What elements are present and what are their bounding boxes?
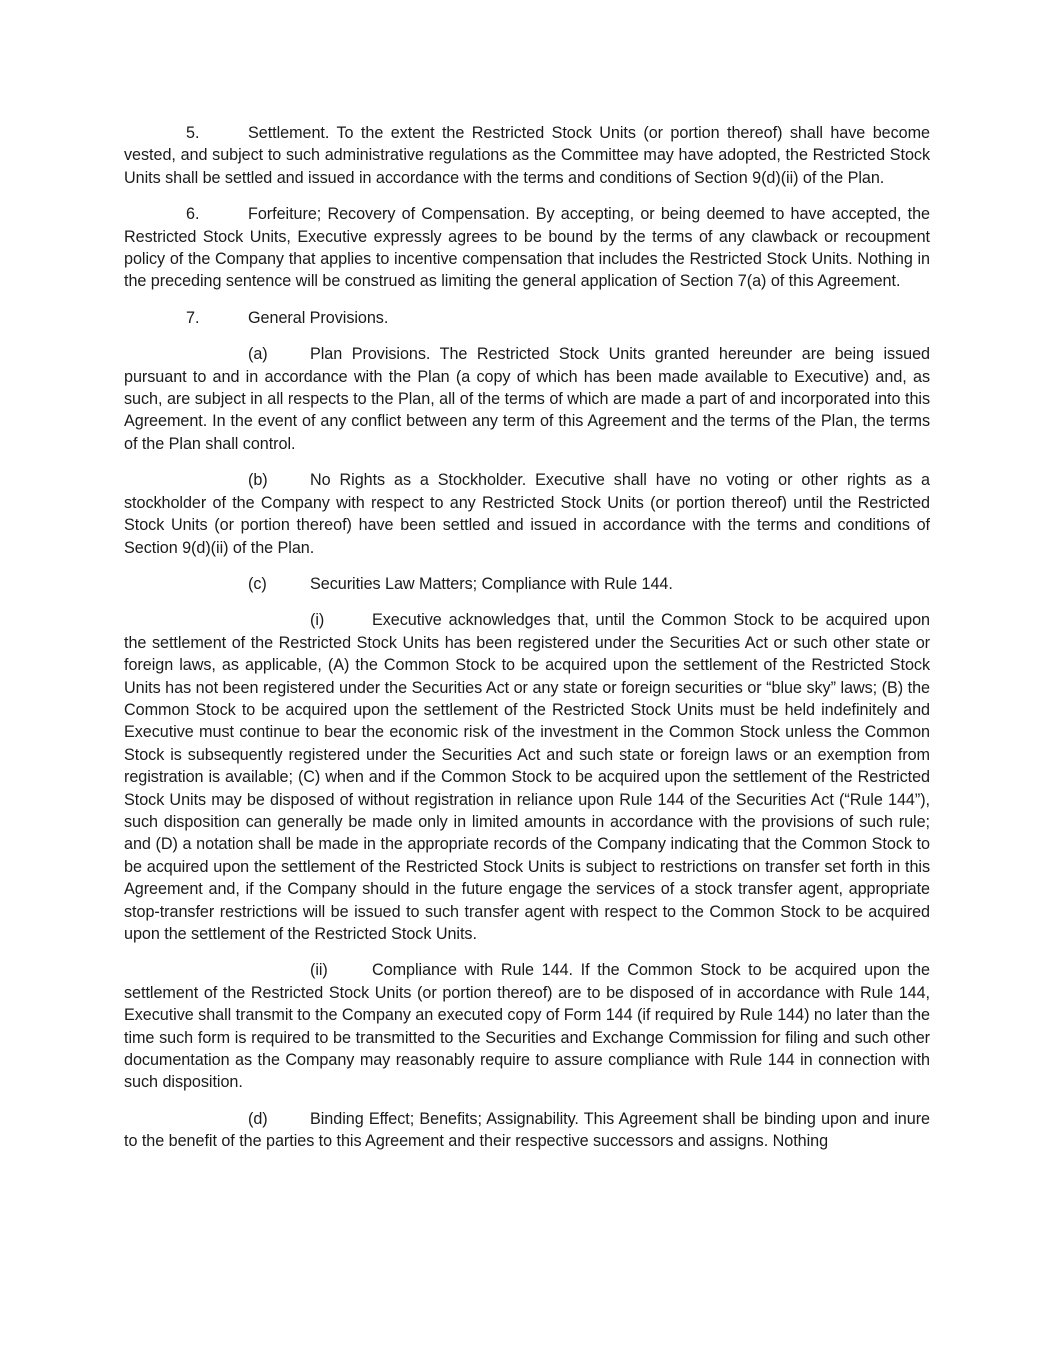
clause-text: Executive acknowledges that, until the Common Stock to be acquired upon the settlement of the Restricted Stock Units has been registered under the Securities Act or such other state or foreign laws, as applicable, (A) the Common Stock to be acquired upon the settlement of the Restricted Stock Units has not been registered under the Securities Act or any state or foreign securities or “blue sky” laws; (B) the Common Stock to be acquired upon the settlement of the Restricted Stock Units must be held indefinitely and Executive must continue to bear the economic risk of the investment in the Common Stock unless the Common Stock is subsequently registered under the Securities Act and such state or foreign laws or an exemption from registration is available; (C) when and if the Common Stock to be acquired upon the settlement of the Restricted Stock Units may be disposed of without registration in reliance upon Rule 144 of the Securities Act (“Rule 144”), such disposition can generally be made only in limited amounts in accordance with the provisions of such rule; and (D) a notation shall be made in the appropriate records of the Company indicating that the Common Stock to be acquired upon the settlement of the Restricted Stock Units is subject to restrictions on transfer set forth in this Agreement and, if the Company should in the future engage the services of a stock transfer agent, appropriate stop-transfer restrictions will be issued to such transfer agent with respect to the Common Stock to be acquired upon the settlement of the Restricted Stock Units. — [124, 611, 930, 943]
subsection-text: Plan Provisions. The Restricted Stock Units granted hereunder are being issued pursuant to and in accordance with the Plan (a copy of which has been made available to Executive) and, as such, are subject in all respects to the Plan, all of the terms of which are made a part of and incorporated into this Agreement. In the event of any conflict between any term of this Agreement and the terms of the Plan, the terms of the Plan shall control. — [124, 345, 930, 453]
clause-number: (i) — [310, 611, 325, 630]
subsection-text: Securities Law Matters; Compliance with Rule 144. — [310, 574, 673, 593]
clause-text: Compliance with Rule 144. If the Common Stock to be acquired upon the settlement of the Restricted Stock Units (or portion thereof) are to be disposed of in accordance with Rule 144, Executive shall transmit to the Company an executed copy of Form 144 (if required by Rule 144) no later than the time such form is required to be transmitted to the Securities and Exchange Commission for filing and such other documentation as the Company may reasonably require to assure compliance with Rule 144 in connection with such disposition. — [124, 961, 931, 1092]
subsection-text: Binding Effect; Benefits; Assignability. This Agreement shall be binding upon and inure to the benefit of the parties to this Agreement and their respective successors and assigns. Nothing — [124, 1109, 930, 1151]
section-number: 7. — [186, 308, 200, 327]
subsection-text: No Rights as a Stockholder. Executive shall have no voting or other rights as a stockholder of the Company with respect to any Restricted Stock Units (or portion thereof) until the Restricted Stock Units (or portion thereof) have been settled and issued in accordance with the terms and conditions of Section 9(d)(ii) of the Plan. — [124, 471, 930, 557]
section-7c-securities-law — [124, 573, 930, 595]
section-text: Settlement. To the extent the Restricted Stock Units (or portion thereof) shall have become vested, and subject to such administrative regulations as the Committee may have adopted, the Restricted Stock Units shall be settled and issued in accordance with the terms and conditions of Section 9(d)(ii) of the Plan. — [124, 124, 930, 187]
subsection-number: (d) — [248, 1109, 268, 1128]
document-page — [124, 122, 930, 1167]
section-7d-binding-effect — [124, 1108, 930, 1153]
section-text: Forfeiture; Recovery of Compensation. By accepting, or being deemed to have accepted, the Restricted Stock Units, Executive expressly agrees to be bound by the terms of any clawback or recoupment policy of the Company that applies to incentive compensation that includes the Restricted Stock Units. Nothing in the preceding sentence will be construed as limiting the general application of Section 7(a) of this Agreement. — [124, 205, 930, 291]
section-7c-ii-rule-144 — [124, 959, 930, 1093]
section-7a-plan-provisions — [124, 343, 930, 455]
section-6-forfeiture — [124, 203, 930, 293]
subsection-number: (b) — [248, 471, 268, 490]
section-5-settlement — [124, 122, 930, 189]
section-7b-no-rights-stockholder — [124, 469, 930, 559]
clause-number: (ii) — [310, 961, 328, 980]
subsection-number: (c) — [248, 574, 267, 593]
section-7-general-provisions — [124, 307, 930, 329]
section-text: General Provisions. — [248, 308, 389, 327]
section-number: 5. — [186, 124, 200, 142]
section-7c-i-acknowledgement — [124, 609, 930, 945]
subsection-number: (a) — [248, 345, 268, 364]
section-number: 6. — [186, 205, 200, 224]
